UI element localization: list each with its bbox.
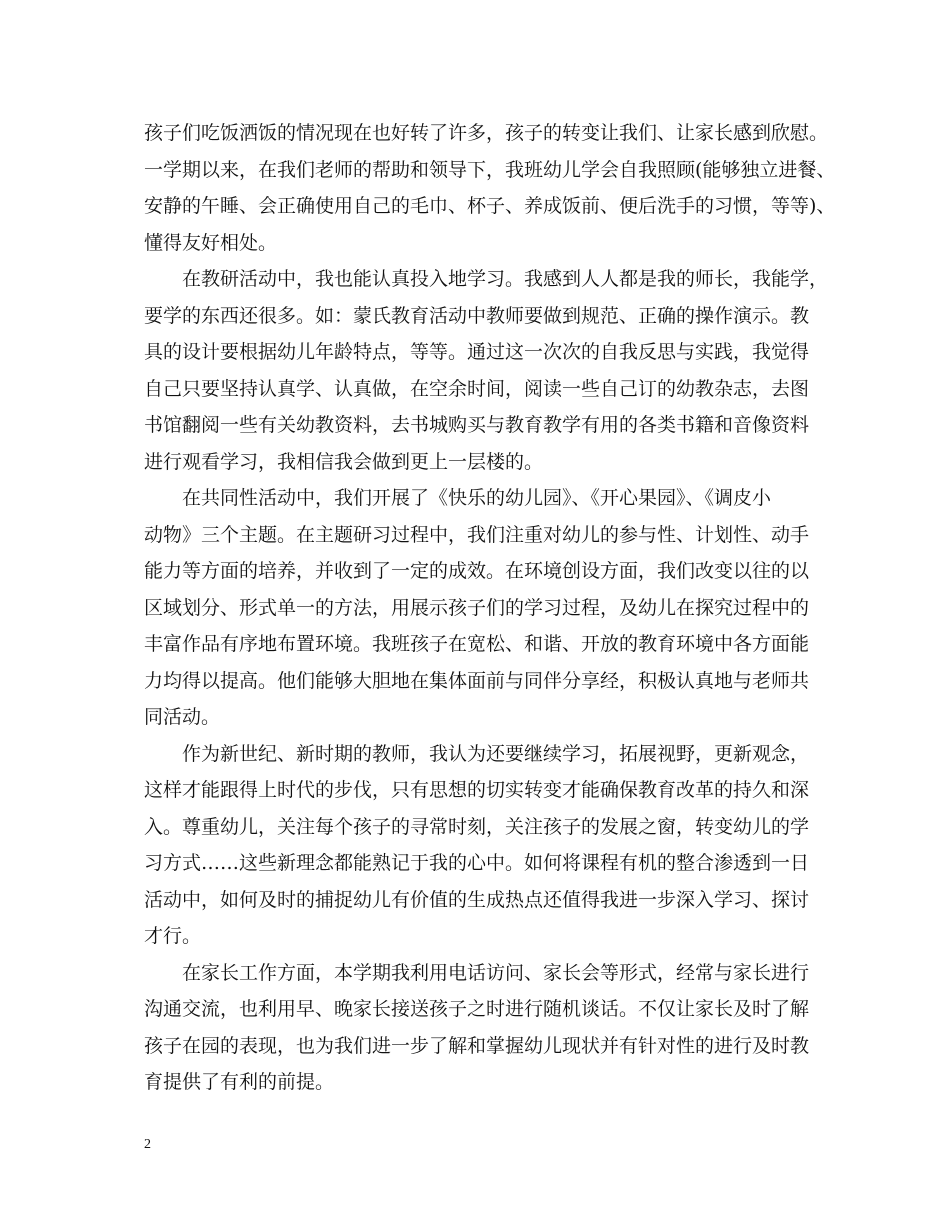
text-line: 孩子在园的表现，也为我们进一步了解和掌握幼儿现状并有针对性的进行及时教 [144,1034,810,1057]
text-line: 作为新世纪、新时期的教师，我认为还要继续学习，拓展视野，更新观念， [182,742,810,765]
text-line: 习方式……这些新理念都能熟记于我的心中。如何将课程有机的整合渗透到一日 [144,852,810,874]
text-line: 在教研活动中，我也能认真投入地学习。我感到人人都是我的师长，我能学， [182,268,829,290]
text-line: 丰富作品有序地布置环境。我班孩子在宽松、和谐、开放的教育环境中各方面能 [144,633,810,655]
text-line: 活动中，如何及时的捕捉幼儿有价值的生成热点还值得我进一步深入学习、探讨 [144,888,810,911]
page-number: 2 [144,1137,151,1152]
text-line: 动物》三个主题。在主题研习过程中，我们注重对幼儿的参与性、计划性、动手 [144,523,810,546]
text-line: 入。尊重幼儿，关注每个孩子的寻常时刻，关注孩子的发展之窗，转变幼儿的学 [144,815,810,838]
text-line: 才行。 [144,925,202,947]
text-line: 孩子们吃饭洒饭的情况现在也好转了许多，孩子的转变让我们、让家长感到欣慰。 [144,122,829,144]
text-line: 这样才能跟得上时代的步伐，只有思想的切实转变才能确保教育改革的持久和深 [144,779,810,801]
text-line: 力均得以提高。他们能够大胆地在集体面前与同伴分享经，积极认真地与老师共 [144,669,810,692]
text-line: 进行观看学习，我相信我会做到更上一层楼的。 [144,450,544,473]
text-line: 在共同性活动中，我们开展了《快乐的幼儿园》、《开心果园》、《调皮小 [182,487,772,509]
text-line: 具的设计要根据幼儿年龄特点，等等。通过这一次次的自我反思与实践，我觉得 [144,341,810,363]
text-line: 自己只要坚持认真学、认真做，在空余时间，阅读一些自己订的幼教杂志，去图 [144,377,810,400]
body-text [144,115,836,1101]
text-line: 一学期以来，在我们老师的帮助和领导下，我班幼儿学会自我照顾(能够独立进餐、 [144,158,836,181]
text-line: 能力等方面的培养，并收到了一定的成效。在环境创设方面，我们改变以往的以 [144,560,810,582]
text-line: 育提供了有利的前提。 [144,1071,335,1093]
text-line: 沟通交流，也利用早、晚家长接送孩子之时进行随机谈话。不仅让家长及时了解 [144,998,810,1020]
text-line: 懂得友好相处。 [144,231,278,254]
text-line: 同活动。 [144,706,221,728]
text-line: 区域划分、形式单一的方法，用展示孩子们的学习过程，及幼儿在探究过程中的 [144,596,810,619]
text-line: 安静的午睡、会正确使用自己的毛巾、杯子、养成饭前、便后洗手的习惯，等等)、 [144,195,836,217]
text-line: 要学的东西还很多。如：蒙氏教育活动中教师要做到规范、正确的操作演示。教 [144,304,810,327]
text-line: 在家长工作方面，本学期我利用电话访问、家长会等形式，经常与家长进行 [182,961,810,984]
text-line: 书馆翻阅一些有关幼教资料，去书城购买与教育教学有用的各类书籍和音像资料 [144,414,810,436]
